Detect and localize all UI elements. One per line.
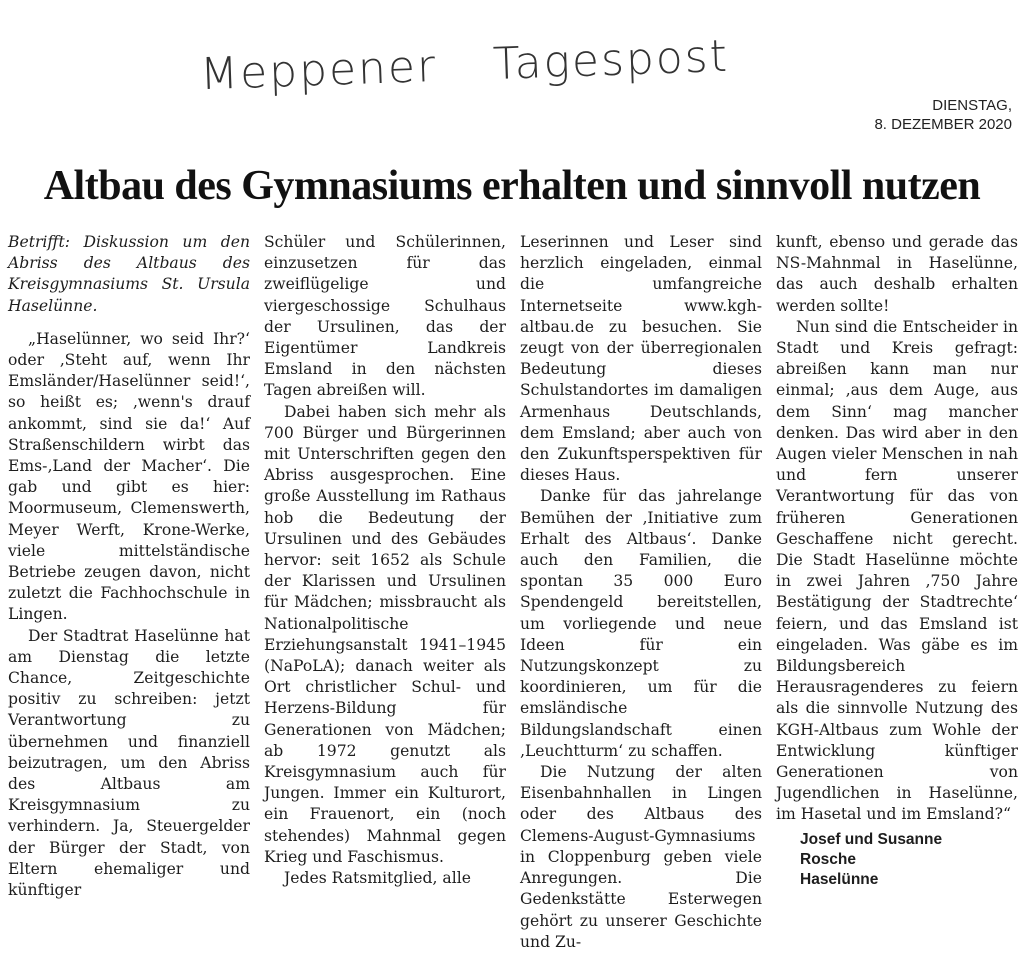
paragraph: Danke für das jahrelange Bemühen der ‚Initiative zum Erhalt des Altbaus‘. Danke auch den Familien, die spontan 35 000 Euro Spendengeld bereitstellen, um vorliegende und neue Ideen für ein Nutzungskonzept zu koordinieren, um für die emsländische Bildungslandschaft einen ‚Leuchtturm‘ zu schaffen. xyxy=(520,487,762,760)
paragraph: Schüler und Schülerinnen, einzusetzen für das zweiflügelige und viergeschossige Schulhaus der Ursulinen, das der Eigentümer Landkreis Emsland in den nächsten Tagen abreißen will. xyxy=(264,233,506,400)
handwritten-publication-name: Meppener Tagespost xyxy=(199,30,730,101)
headline: Altbau des Gymnasiums erhalten und sinnvoll nutzen xyxy=(43,163,981,209)
column-3 xyxy=(520,232,762,953)
paragraph: Dabei haben sich mehr als 700 Bürger und Bürgerinnen mit Unterschriften gegen den Abriss ausgesprochen. Eine große Ausstellung im Rathaus hob die Bedeutung der Ursulinen und des Gebäudes hervor: seit 1652 als Schule der Klarissen und Ursulinen für Mädchen; missbraucht als Nationalpolitische Erziehungsanstalt 1941–1945 (NaPoLA); danach weiter als Ort christlicher Schul- und Herzens-Bildung für Generationen von Mädchen; ab 1972 genutzt als Kreisgymnasium auch für Jungen. Immer ein Kulturort, ein Frauenort, ein (noch stehendes) Mahnmal gegen Krieg und Faschismus. xyxy=(264,402,506,866)
column-4 xyxy=(776,232,1018,953)
paragraph: Der Stadtrat Haselünne hat am Dienstag die letzte Chance, Zeitgeschichte positiv zu schreiben: jetzt Verantwortung zu übernehmen und finanziell beizutragen, um den Abriss des Altbaus am Kreisgymnasium zu verhindern. Ja, Steuergelder der Bürger der Stadt, von Eltern ehemaliger und künftiger xyxy=(8,626,250,900)
dateline-date: 8. DEZEMBER 2020 xyxy=(874,116,1012,133)
signature-names: Josef und Susanne xyxy=(800,830,943,848)
article-columns xyxy=(8,232,1018,951)
dateline-day: DIENSTAG, xyxy=(932,97,1012,114)
subject-line: Betrifft: Diskussion um den Abriss des Altbaus des Kreisgymnasiums St. Ursula Haselünne. xyxy=(8,233,250,315)
column-2 xyxy=(264,232,506,953)
signature-town: Haselünne xyxy=(800,870,879,888)
dateline xyxy=(874,96,1012,134)
paragraph: Leserinnen und Leser sind herzlich eingeladen, einmal die umfangreiche Internetseite www.kgh-altbau.de zu besuchen. Sie zeugt von der überregionalen Bedeutung dieses Schulstandortes im damaligen Armenhaus Deutschlands, dem Emsland; aber auch von den Zukunftsperspektiven für dieses Haus. xyxy=(520,233,762,485)
signature xyxy=(776,830,1018,890)
column-1 xyxy=(8,232,250,953)
paragraph: Die Nutzung der alten Eisenbahnhallen in Lingen oder des Altbaus des Clemens-August-Gymnasiums in Cloppenburg geben viele Anregungen. Die Gedenkstätte Esterwegen gehört zu unserer Geschichte und Zu- xyxy=(520,763,762,951)
paragraph: Jedes Ratsmitglied, alle xyxy=(284,869,471,888)
signature-surname: Rosche xyxy=(800,850,856,868)
paragraph: Nun sind die Entscheider in Stadt und Kreis gefragt: abreißen kann man nur einmal; ‚aus dem Auge, aus dem Sinn‘ mag mancher denken. Das wird aber in den Augen vieler Menschen in nah und fern unserer Verantwortung für das von früheren Generationen Geschaffene nicht gerecht. Die Stadt Haselünne möchte in zwei Jahren ‚750 Jahre Bestätigung der Stadtrechte‘ feiern, und das Emsland ist eingeladen. Was gäbe es im Bildungsbereich Herausragenderes zu feiern als die sinnvolle Nutzung des KGH-Altbaus zum Wohle der Entwicklung künftiger Generationen von Jugendlichen in Haselünne, im Hasetal und im Emsland?“ xyxy=(776,317,1018,824)
paragraph: kunft, ebenso und gerade das NS-Mahnmal in Haselünne, das auch deshalb erhalten werden sollte! xyxy=(776,233,1018,315)
paragraph: „Haselünner, wo seid Ihr?‘ oder ‚Steht auf, wenn Ihr Emsländer/Haselünner seid!‘, so heißt es; ‚wenn's drauf ankommt, sind sie da!‘ Auf Straßenschildern wirbt das Ems-‚Land der Macher‘. Die gab und gibt es hier: Moormuseum, Clemenswerth, Meyer Werft, Krone-Werke, viele mittelständische Betriebe zeugen davon, nicht zuletzt die Fachhochschule in Lingen. xyxy=(8,329,250,624)
